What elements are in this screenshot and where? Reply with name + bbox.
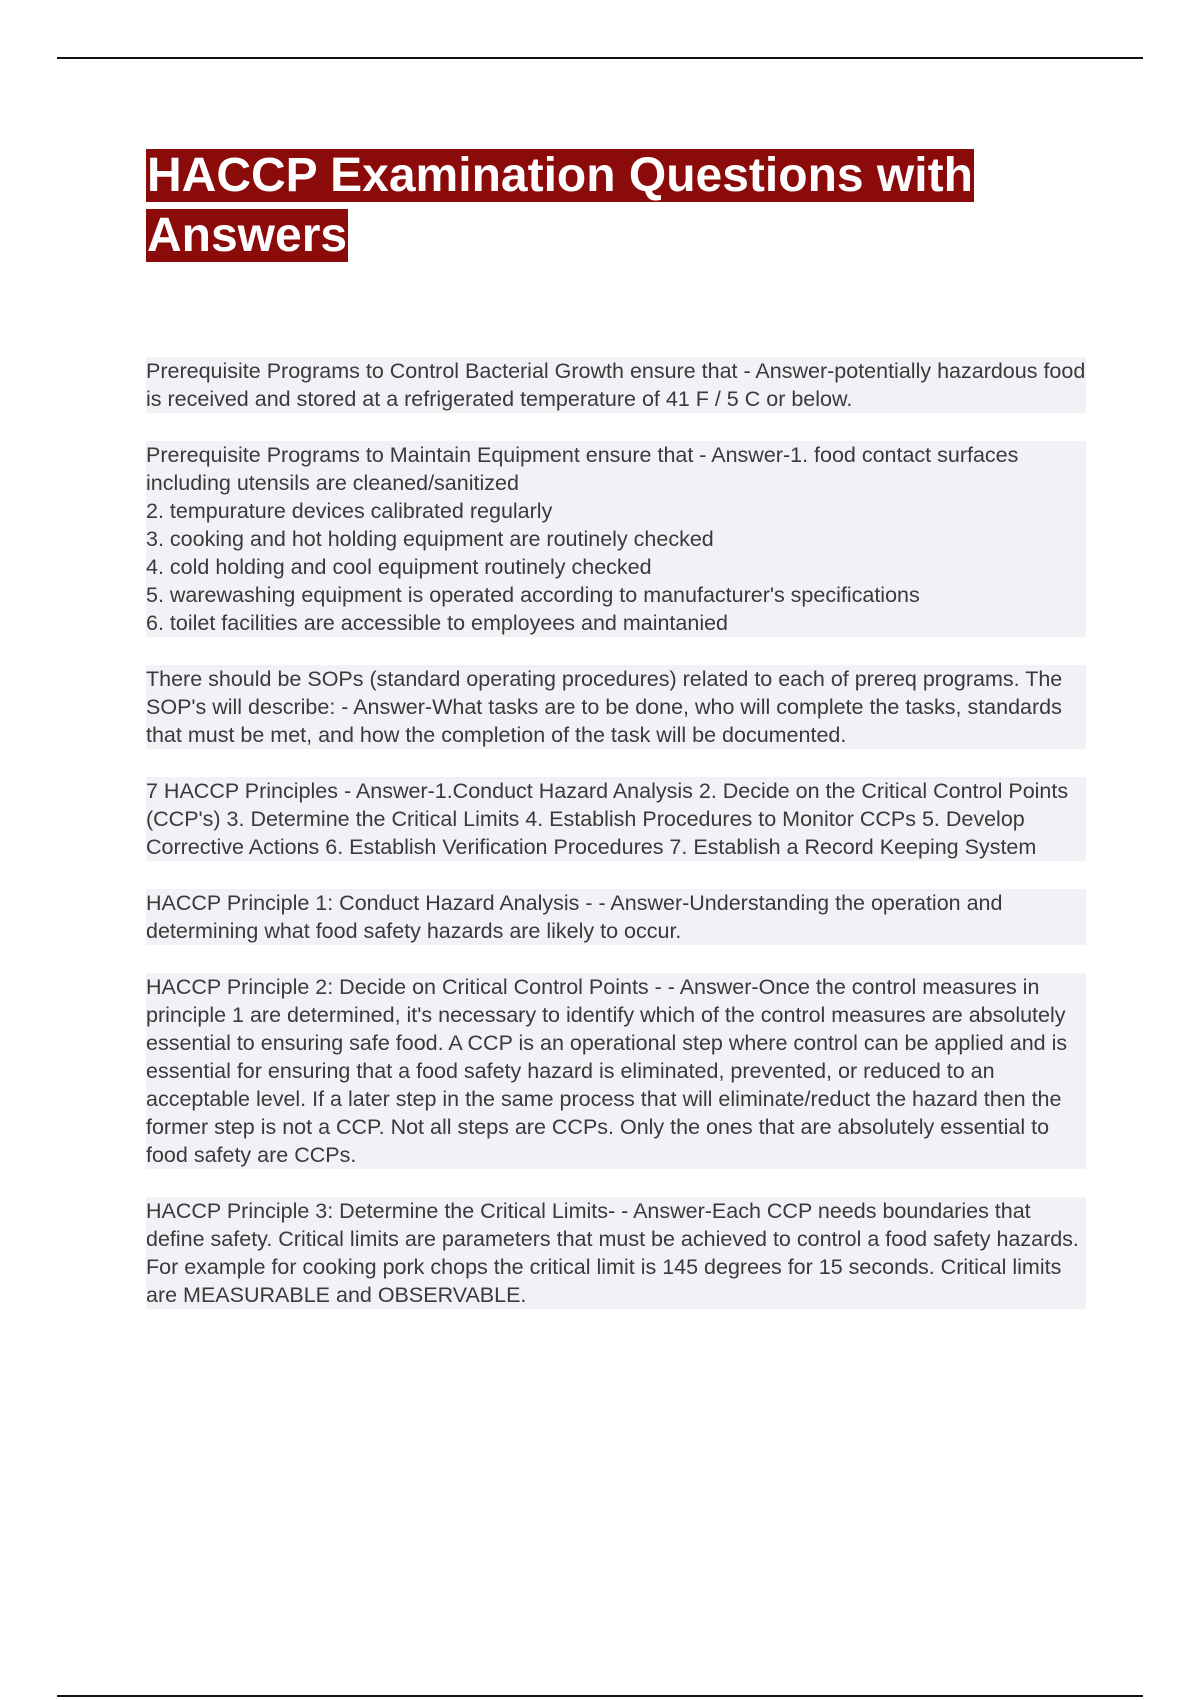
- qa-line: 6. toilet facilities are accessible to employees and maintanied: [146, 609, 1086, 637]
- qa-item-principle-2: [146, 973, 1086, 1169]
- document-title-text: HACCP Examination Questions with Answers: [147, 149, 973, 262]
- qa-text: Prerequisite Programs to Control Bacterial Growth ensure that - Answer-potentially hazardous food is received and stored at a refrigerated temperature of 41 F / 5 C or below.: [146, 359, 1086, 411]
- qa-item-sops: [146, 665, 1086, 749]
- qa-item-maintain-equipment: [146, 441, 1086, 637]
- top-rule: [57, 57, 1143, 59]
- qa-line: 4. cold holding and cool equipment routinely checked: [146, 553, 1086, 581]
- bottom-rule: [57, 1695, 1143, 1697]
- qa-text: HACCP Principle 3: Determine the Critical Limits- - Answer-Each CCP needs boundaries that define safety. Critical limits are parameters that must be achieved to control a food safety hazards. For example for cooking pork chops the critical limit is 145 degrees for 15 seconds. Critical limits are MEASURABLE and OBSERVABLE.: [146, 1197, 1086, 1309]
- qa-item-seven-principles: [146, 777, 1086, 861]
- qa-text: HACCP Principle 1: Conduct Hazard Analysis - - Answer-Understanding the operation and determining what food safety hazards are likely to occur.: [146, 889, 1086, 945]
- qa-text: 7 HACCP Principles - Answer-1.Conduct Hazard Analysis 2. Decide on the Critical Control Points (CCP's) 3. Determine the Critical Limits 4. Establish Procedures to Monitor CCPs 5. Develop Corrective Actions 6. Establish Verification Procedures 7. Establish a Record Keeping System: [146, 777, 1086, 861]
- qa-text: There should be SOPs (standard operating procedures) related to each of prereq programs. The SOP's will describe: - Answer-What tasks are to be done, who will complete the tasks, standards that must be met, and how the completion of the task will be documented.: [146, 665, 1086, 749]
- qa-item-principle-1: [146, 889, 1086, 945]
- document-title: [146, 146, 1106, 266]
- qa-line: 2. tempurature devices calibrated regularly: [146, 497, 1086, 525]
- qa-line: Prerequisite Programs to Maintain Equipment ensure that - Answer-1. food contact surfaces including utensils are cleaned/sanitized: [146, 441, 1086, 497]
- qa-list: [146, 357, 1086, 1337]
- qa-line: 5. warewashing equipment is operated according to manufacturer's specifications: [146, 581, 1086, 609]
- qa-text: HACCP Principle 2: Decide on Critical Control Points - - Answer-Once the control measures in principle 1 are determined, it's necessary to identify which of the control measures are absolutely essential to ensuring safe food. A CCP is an operational step where control can be applied and is essential for ensuring that a food safety hazard is eliminated, prevented, or reduced to an acceptable level. If a later step in the same process that will eliminate/reduct the hazard then the former step is not a CCP. Not all steps are CCPs. Only the ones that are absolutely essential to food safety are CCPs.: [146, 973, 1086, 1169]
- qa-item-principle-3: [146, 1197, 1086, 1309]
- title-block: [146, 146, 1106, 266]
- qa-line: 3. cooking and hot holding equipment are routinely checked: [146, 525, 1086, 553]
- qa-item-bacterial-growth: [146, 357, 1086, 413]
